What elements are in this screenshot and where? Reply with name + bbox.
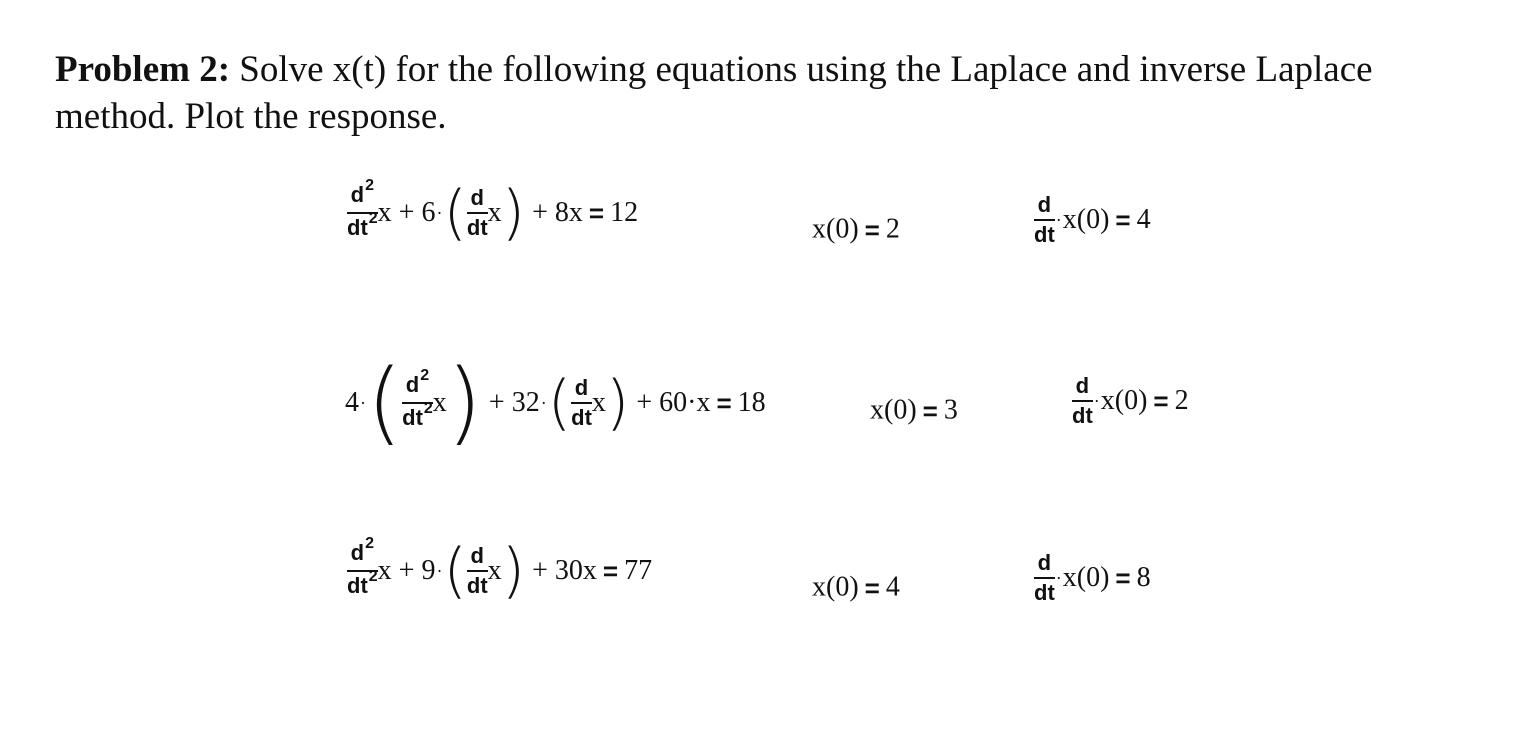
rhs: 12 — [610, 197, 639, 228]
initial-condition-dx: $\frac{d}{dt}$ ·x(0) = 2 — [1072, 373, 1189, 428]
initial-condition-x: x(0) = 2 — [812, 213, 900, 245]
term: 30x — [554, 555, 597, 586]
equals-sign: = — [588, 198, 605, 228]
variable: x — [377, 555, 392, 586]
plus-sign: + — [398, 197, 415, 228]
variable: x — [487, 555, 502, 586]
problem-text: Solve x(t) for the following equations using the Laplace and inverse Laplace method. Plot the response. — [55, 49, 1373, 137]
equation-1: $\frac{d^2}{dt^2}$ x + 6·( $\frac{d}{dt}$ x) + 8x = 12 — [347, 177, 639, 248]
plus-sign: + — [532, 197, 548, 228]
rhs: 77 — [624, 555, 653, 586]
term: 60·x — [659, 387, 711, 418]
first-derivative-operator: $\frac{d}{dt}$ — [466, 543, 488, 598]
problem-label: Problem 2: — [55, 49, 231, 90]
variable: x — [487, 197, 502, 228]
plus-sign: + — [398, 555, 415, 586]
initial-condition-dx: $\frac{d}{dt}$ ·x(0) = 4 — [1034, 192, 1151, 247]
second-derivative-operator: $\frac{d^2}{dt^2}$ — [347, 535, 378, 598]
coefficient: 9 — [421, 555, 436, 586]
initial-condition-dx: $\frac{d}{dt}$ ·x(0) = 8 — [1034, 550, 1151, 605]
second-derivative-operator: $\frac{d^2}{dt^2}$ — [402, 367, 433, 430]
term: 8x — [554, 197, 583, 228]
initial-condition-x: x(0) = 4 — [812, 571, 900, 603]
coefficient: 6 — [421, 197, 436, 228]
equals-sign: = — [602, 556, 619, 586]
equation-3: $\frac{d^2}{dt^2}$ x + 9·( $\frac{d}{dt}$ x) + 30x = 77 — [347, 535, 653, 606]
initial-condition-x: x(0) = 3 — [870, 394, 958, 426]
equals-sign: = — [716, 388, 732, 418]
coefficient: 32 — [511, 387, 540, 418]
variable: x — [591, 387, 606, 418]
variable: x — [377, 197, 392, 228]
first-derivative-operator: $\frac{d}{dt}$ — [571, 375, 592, 430]
plus-sign: + — [532, 555, 548, 586]
equation-2: 4·( $\frac{d^2}{dt^2}$ x) + 32·( $\frac{d}{dt}$ x) + 60·x = 18 — [345, 350, 766, 455]
first-derivative-operator: $\frac{d}{dt}$ — [466, 185, 488, 240]
variable: x — [432, 387, 447, 418]
plus-sign: + — [636, 387, 653, 418]
second-derivative-operator: $\frac{d^2}{dt^2}$ — [347, 177, 378, 240]
plus-sign: + — [488, 387, 505, 418]
rhs: 18 — [737, 387, 766, 418]
coefficient: 4 — [345, 387, 359, 418]
problem-statement — [55, 46, 1495, 140]
